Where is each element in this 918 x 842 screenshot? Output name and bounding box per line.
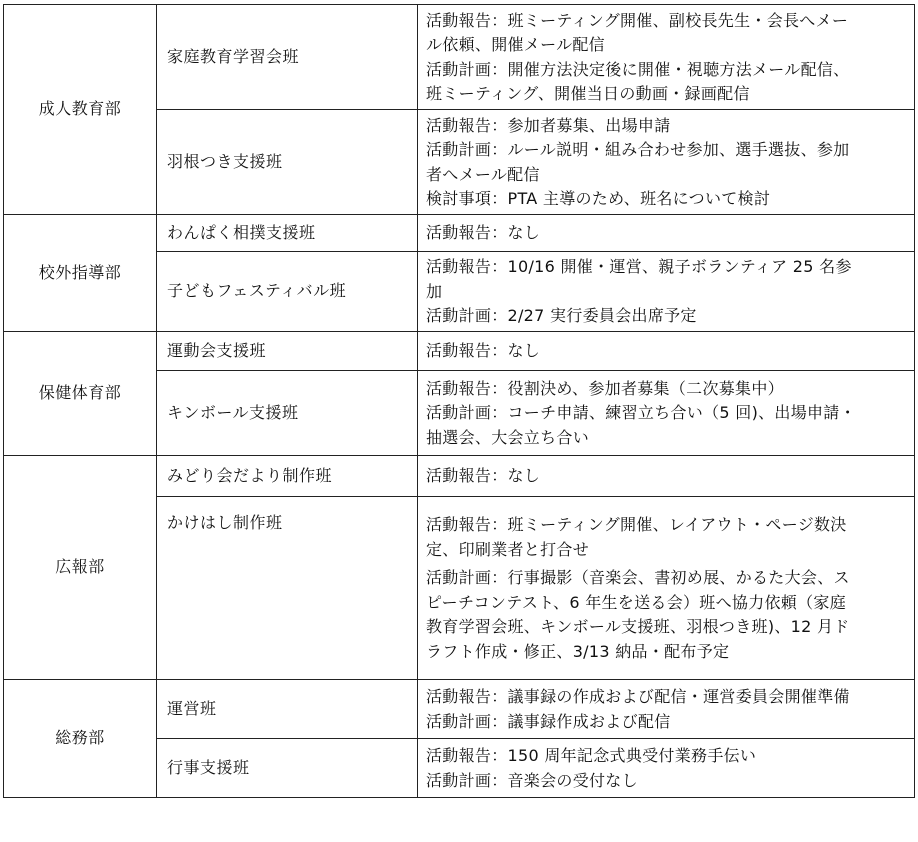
detail-line: 活動報告：班ミーティング開催、レイアウト・ページ数決 (426, 515, 847, 534)
detail-cell (418, 456, 915, 497)
team-cell: かけはし制作班 (157, 497, 418, 680)
detail-line: ル依頼、開催メール配信 (426, 35, 605, 54)
activity-report-table (3, 4, 915, 798)
detail-cell (418, 215, 915, 252)
detail-cell (418, 680, 915, 739)
detail-line: 活動報告：なし (426, 341, 541, 361)
detail-line: 定、印刷業者と打合せ (426, 539, 590, 559)
team-cell: 運動会支援班 (157, 332, 418, 371)
detail-cell (418, 332, 915, 371)
department-cell: 広報部 (4, 456, 157, 680)
detail-line: 活動計画：2/27 実行委員会出席予定 (426, 306, 697, 326)
detail-line: ラフト作成・修正、3/13 納品・配布予定 (426, 641, 730, 661)
team-cell: 運営班 (157, 680, 418, 739)
team-cell: わんぱく相撲支援班 (157, 215, 418, 252)
table-row (4, 332, 915, 371)
team-cell: 行事支援班 (157, 739, 418, 798)
detail-line: 活動計画：コーチ申請、練習立ち合い（5 回)、出場申請・ (426, 403, 856, 423)
department-cell: 総務部 (4, 680, 157, 798)
table-row (4, 680, 915, 739)
team-cell: 家庭教育学習会班 (157, 5, 418, 110)
table-row (4, 215, 915, 252)
table-row (4, 5, 915, 110)
detail-line: 活動計画：ルール説明・組み合わせ参加、選手選抜、参加 (426, 140, 850, 159)
detail-line: 活動報告：議事録の作成および配信・運営委員会開催準備 (426, 687, 850, 706)
detail-line: 教育学習会班、キンボール支援班、羽根つき班)、12 月ド (426, 617, 850, 636)
department-cell: 成人教育部 (4, 5, 157, 215)
detail-cell (418, 739, 915, 798)
detail-line: 活動計画：議事録作成および配信 (426, 711, 671, 731)
detail-line: 活動報告：10/16 開催・運営、親子ボランティア 25 名参 (426, 257, 852, 277)
detail-line: 抽選会、大会立ち合い (426, 427, 590, 447)
detail-line: 活動報告：班ミーティング開催、副校長先生・会長へメー (426, 10, 849, 30)
detail-cell (418, 5, 915, 110)
detail-cell (418, 252, 915, 332)
team-cell: キンボール支援班 (157, 371, 418, 456)
detail-cell (418, 371, 915, 456)
detail-line: 活動計画：音楽会の受付なし (426, 770, 638, 790)
detail-line: 活動報告：150 周年記念式典受付業務手伝い (426, 746, 757, 765)
team-cell: みどり会だより制作班 (157, 456, 418, 497)
detail-line: 活動計画：行事撮影（音楽会、書初め展、かるた大会、ス (426, 568, 850, 587)
detail-line: 活動報告：なし (426, 466, 541, 486)
detail-line: 活動報告：なし (426, 223, 541, 243)
table-row (4, 456, 915, 497)
detail-line: 活動計画：開催方法決定後に開催・視聴方法メール配信、 (426, 59, 850, 79)
team-cell: 子どもフェスティバル班 (157, 252, 418, 332)
detail-line: 加 (426, 281, 443, 301)
team-cell: 羽根つき支援班 (157, 110, 418, 215)
department-cell: 保健体育部 (4, 332, 157, 456)
detail-cell (418, 110, 915, 215)
detail-line: 者へメール配信 (426, 164, 540, 184)
detail-line: 活動報告：役割決め、参加者募集（二次募集中） (426, 378, 784, 398)
detail-line: ピーチコンテスト、6 年生を送る会）班へ協力依頼（家庭 (426, 592, 847, 612)
detail-line: 検討事項：PTA 主導のため、班名について検討 (426, 189, 771, 208)
detail-line: 活動報告：参加者募集、出場申請 (426, 115, 671, 135)
department-cell: 校外指導部 (4, 215, 157, 332)
detail-line: 班ミーティング、開催当日の動画・録画配信 (426, 84, 750, 103)
detail-cell (418, 497, 915, 680)
